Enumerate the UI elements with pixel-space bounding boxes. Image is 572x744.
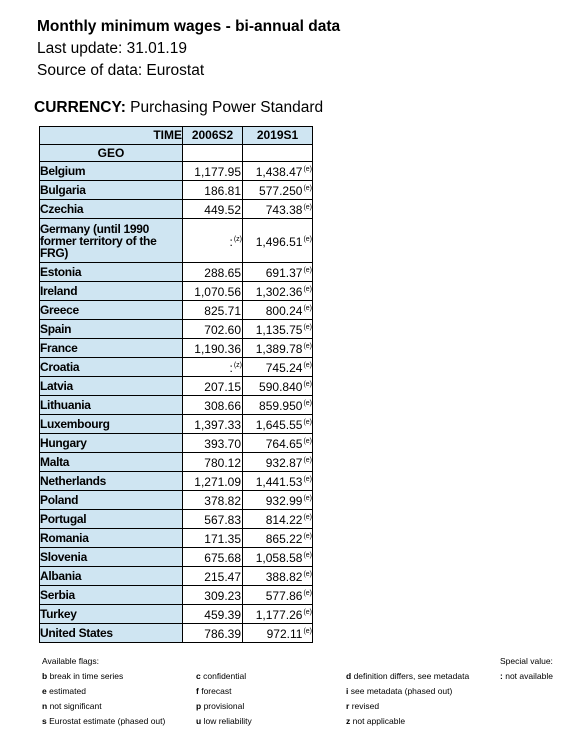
- page-title: Monthly minimum wages - bi-annual data: [37, 18, 341, 35]
- value-cell: [243, 339, 313, 358]
- value-text: 1,397.33: [194, 418, 241, 433]
- flag-text: (e): [303, 286, 312, 294]
- value-cell: [183, 586, 243, 605]
- flag-description: confidential: [203, 671, 247, 681]
- country-cell: Spain: [40, 320, 183, 339]
- value-text: 577.86: [265, 589, 303, 604]
- value-text: 309.23: [204, 589, 241, 604]
- value-text: 1,441.53: [255, 475, 303, 490]
- currency-line: [34, 99, 323, 117]
- flag-legend-item: [346, 671, 469, 681]
- flag-text: (e): [303, 362, 312, 370]
- flag-description: low reliability: [203, 716, 252, 726]
- special-value-title: Special value:: [500, 656, 553, 666]
- country-cell: Bulgaria: [40, 181, 183, 200]
- flag-code: p: [196, 701, 202, 711]
- value-text: 590.840: [259, 380, 303, 395]
- flag-text: (e): [303, 235, 312, 243]
- header-row-geo: [40, 144, 313, 162]
- value-cell: [243, 567, 313, 586]
- value-text: 1,302.36: [255, 285, 303, 300]
- value-text: 786.39: [204, 627, 241, 642]
- table-row: [40, 358, 313, 377]
- flag-code: b: [42, 671, 48, 681]
- country-cell: Malta: [40, 453, 183, 472]
- currency-label: CURRENCY:: [34, 99, 126, 116]
- value-text: :: [229, 234, 233, 249]
- value-text: 932.99: [265, 494, 303, 509]
- period-header: 2006S2: [183, 127, 243, 145]
- value-cell: [183, 263, 243, 282]
- geo-label: GEO: [40, 144, 183, 162]
- value-text: 780.12: [204, 456, 241, 471]
- value-cell: [183, 377, 243, 396]
- wages-table: [39, 126, 313, 643]
- value-text: :: [229, 361, 233, 376]
- flag-text: (e): [303, 590, 312, 598]
- blank-header-cell: [243, 144, 313, 162]
- flag-legend-item: [42, 671, 123, 681]
- flag-text: (e): [303, 628, 312, 636]
- value-cell: [243, 320, 313, 339]
- flag-text: (e): [303, 533, 312, 541]
- value-text: 1,438.47: [255, 165, 303, 180]
- flag-code: c: [196, 671, 201, 681]
- value-text: 1,177.95: [194, 165, 241, 180]
- value-cell: [183, 453, 243, 472]
- value-cell: [243, 181, 313, 200]
- value-cell: [183, 510, 243, 529]
- table-row: [40, 162, 313, 181]
- value-cell: [183, 200, 243, 219]
- flag-code: r: [346, 701, 350, 711]
- table-row: [40, 396, 313, 415]
- value-cell: [183, 529, 243, 548]
- flag-text: (e): [303, 324, 312, 332]
- flag-legend-item: [42, 701, 102, 711]
- value-cell: [183, 605, 243, 624]
- flag-legend-item: [346, 701, 379, 711]
- value-cell: [243, 282, 313, 301]
- flag-description: Eurostat estimate (phased out): [49, 716, 166, 726]
- country-cell: Latvia: [40, 377, 183, 396]
- value-cell: [243, 415, 313, 434]
- value-cell: [183, 181, 243, 200]
- flag-description: estimated: [49, 686, 86, 696]
- value-cell: [183, 219, 243, 263]
- value-cell: [243, 472, 313, 491]
- value-text: 308.66: [204, 399, 241, 414]
- flag-description: not significant: [49, 701, 102, 711]
- table-row: [40, 586, 313, 605]
- value-text: 449.52: [204, 203, 241, 218]
- flag-text: (e): [303, 476, 312, 484]
- flags-title: Available flags:: [42, 656, 100, 666]
- country-cell: Albania: [40, 567, 183, 586]
- flag-text: (e): [303, 571, 312, 579]
- value-text: 825.71: [204, 304, 241, 319]
- flag-legend-item: [42, 716, 165, 726]
- table-row: [40, 491, 313, 510]
- country-cell: Croatia: [40, 358, 183, 377]
- value-text: 1,177.26: [255, 608, 303, 623]
- country-cell: Estonia: [40, 263, 183, 282]
- value-text: 932.87: [265, 456, 303, 471]
- flag-text: (e): [303, 419, 312, 427]
- value-cell: [243, 453, 313, 472]
- value-cell: [243, 200, 313, 219]
- table-row: [40, 434, 313, 453]
- flag-legend-item: [196, 671, 246, 681]
- time-label: TIME: [40, 127, 183, 145]
- flag-legend-item: [346, 716, 405, 726]
- value-text: 215.47: [204, 570, 241, 585]
- value-cell: [183, 339, 243, 358]
- value-cell: [183, 301, 243, 320]
- flag-description: revised: [351, 701, 380, 711]
- currency-value: Purchasing Power Standard: [130, 99, 324, 116]
- value-cell: [243, 491, 313, 510]
- flag-description: see metadata (phased out): [350, 686, 453, 696]
- value-text: 859.950: [259, 399, 303, 414]
- country-cell: Ireland: [40, 282, 183, 301]
- value-text: 186.81: [204, 184, 241, 199]
- flag-text: (e): [303, 185, 312, 193]
- table-row: [40, 181, 313, 200]
- value-text: 764.65: [265, 437, 303, 452]
- value-text: 207.15: [204, 380, 241, 395]
- table-row: [40, 624, 313, 643]
- value-text: 702.60: [204, 323, 241, 338]
- value-text: 1,645.55: [255, 418, 303, 433]
- value-cell: [183, 282, 243, 301]
- value-cell: [243, 263, 313, 282]
- country-cell: Slovenia: [40, 548, 183, 567]
- value-cell: [183, 320, 243, 339]
- flag-legend-item: [346, 686, 452, 696]
- table-row: [40, 548, 313, 567]
- value-text: 675.68: [204, 551, 241, 566]
- value-text: 800.24: [265, 304, 303, 319]
- value-cell: [183, 567, 243, 586]
- value-text: 567.83: [204, 513, 241, 528]
- flag-text: (e): [303, 609, 312, 617]
- value-cell: [243, 529, 313, 548]
- value-text: 814.22: [265, 513, 303, 528]
- flag-text: (e): [303, 381, 312, 389]
- flag-text: (e): [303, 495, 312, 503]
- country-cell: Turkey: [40, 605, 183, 624]
- country-cell: Netherlands: [40, 472, 183, 491]
- value-text: 745.24: [265, 361, 303, 376]
- table-row: [40, 339, 313, 358]
- value-cell: [243, 586, 313, 605]
- table-row: [40, 282, 313, 301]
- flag-code: e: [42, 686, 47, 696]
- value-cell: [243, 605, 313, 624]
- value-cell: [183, 415, 243, 434]
- value-cell: [183, 472, 243, 491]
- flag-text: (e): [303, 166, 312, 174]
- value-text: 288.65: [204, 266, 241, 281]
- value-text: 972.11: [266, 627, 303, 642]
- flag-text: (e): [303, 438, 312, 446]
- flag-description: not applicable: [352, 716, 406, 726]
- flag-text: (e): [303, 400, 312, 408]
- value-text: 1,070.56: [194, 285, 241, 300]
- value-cell: [183, 548, 243, 567]
- value-text: 1,389.78: [255, 342, 303, 357]
- value-text: 393.70: [204, 437, 241, 452]
- flag-legend-item: [196, 701, 244, 711]
- flag-code: i: [346, 686, 349, 696]
- table-row: [40, 510, 313, 529]
- value-text: 1,190.36: [194, 342, 241, 357]
- flag-code: n: [42, 701, 48, 711]
- table-row: [40, 320, 313, 339]
- value-cell: [243, 162, 313, 181]
- value-text: 865.22: [265, 532, 303, 547]
- country-cell: Lithuania: [40, 396, 183, 415]
- flag-description: forecast: [201, 686, 232, 696]
- value-cell: [243, 396, 313, 415]
- country-cell: Hungary: [40, 434, 183, 453]
- special-value-item: [500, 671, 553, 681]
- flag-code: u: [196, 716, 202, 726]
- table-row: [40, 605, 313, 624]
- country-cell: Romania: [40, 529, 183, 548]
- flag-text: (e): [303, 267, 312, 275]
- flag-text: (e): [303, 204, 312, 212]
- table-row: [40, 529, 313, 548]
- data-source: Source of data: Eurostat: [37, 62, 205, 79]
- flag-legend-item: [196, 716, 252, 726]
- table-row: [40, 219, 313, 263]
- flag-code: s: [42, 716, 47, 726]
- country-cell: Portugal: [40, 510, 183, 529]
- header-row-time: [40, 127, 313, 145]
- flag-text: (e): [303, 305, 312, 313]
- flag-code: d: [346, 671, 352, 681]
- value-text: 171.35: [204, 532, 241, 547]
- table-row: [40, 472, 313, 491]
- value-text: 577.250: [259, 184, 303, 199]
- flag-description: definition differs, see metadata: [353, 671, 470, 681]
- table-row: [40, 453, 313, 472]
- country-cell: Greece: [40, 301, 183, 320]
- value-cell: [243, 548, 313, 567]
- last-update: Last update: 31.01.19: [37, 40, 187, 57]
- table-row: [40, 200, 313, 219]
- value-cell: [243, 434, 313, 453]
- value-text: 1,496.51: [255, 234, 303, 249]
- country-cell: Germany (until 1990 former territory of the FRG): [40, 219, 183, 263]
- flag-text: (e): [303, 514, 312, 522]
- value-text: 1,135.75: [255, 323, 303, 338]
- country-cell: Luxembourg: [40, 415, 183, 434]
- blank-header-cell: [183, 144, 243, 162]
- table-row: [40, 377, 313, 396]
- value-text: 459.39: [204, 608, 241, 623]
- flag-code: z: [346, 716, 351, 726]
- value-cell: [243, 358, 313, 377]
- value-cell: [183, 624, 243, 643]
- value-text: 388.82: [265, 570, 303, 585]
- country-cell: United States: [40, 624, 183, 643]
- flag-legend-item: [42, 686, 86, 696]
- flag-text: (e): [303, 343, 312, 351]
- value-cell: [183, 491, 243, 510]
- table-row: [40, 415, 313, 434]
- flag-legend-item: [196, 686, 231, 696]
- table-row: [40, 301, 313, 320]
- special-code: :: [500, 671, 503, 681]
- value-cell: [183, 396, 243, 415]
- flag-text: (e): [303, 552, 312, 560]
- flag-text: (e): [303, 457, 312, 465]
- flag-description: break in time series: [49, 671, 124, 681]
- value-cell: [243, 377, 313, 396]
- country-cell: Belgium: [40, 162, 183, 181]
- country-cell: France: [40, 339, 183, 358]
- flag-text: (z): [233, 235, 242, 243]
- value-text: 743.38: [265, 203, 303, 218]
- country-cell: Poland: [40, 491, 183, 510]
- value-text: 1,271.09: [194, 475, 241, 490]
- country-cell: Czechia: [40, 200, 183, 219]
- value-cell: [243, 510, 313, 529]
- value-text: 691.37: [265, 266, 303, 281]
- value-text: 1,058.58: [255, 551, 303, 566]
- value-cell: [243, 301, 313, 320]
- value-cell: [183, 434, 243, 453]
- value-text: 378.82: [204, 494, 241, 509]
- value-cell: [243, 219, 313, 263]
- value-cell: [183, 162, 243, 181]
- table-row: [40, 567, 313, 586]
- period-header: 2019S1: [243, 127, 313, 145]
- special-description: not available: [505, 671, 553, 681]
- flag-text: (z): [233, 362, 242, 370]
- flag-code: f: [196, 686, 199, 696]
- table-row: [40, 263, 313, 282]
- flag-description: provisional: [203, 701, 245, 711]
- country-cell: Serbia: [40, 586, 183, 605]
- value-cell: [183, 358, 243, 377]
- value-cell: [243, 624, 313, 643]
